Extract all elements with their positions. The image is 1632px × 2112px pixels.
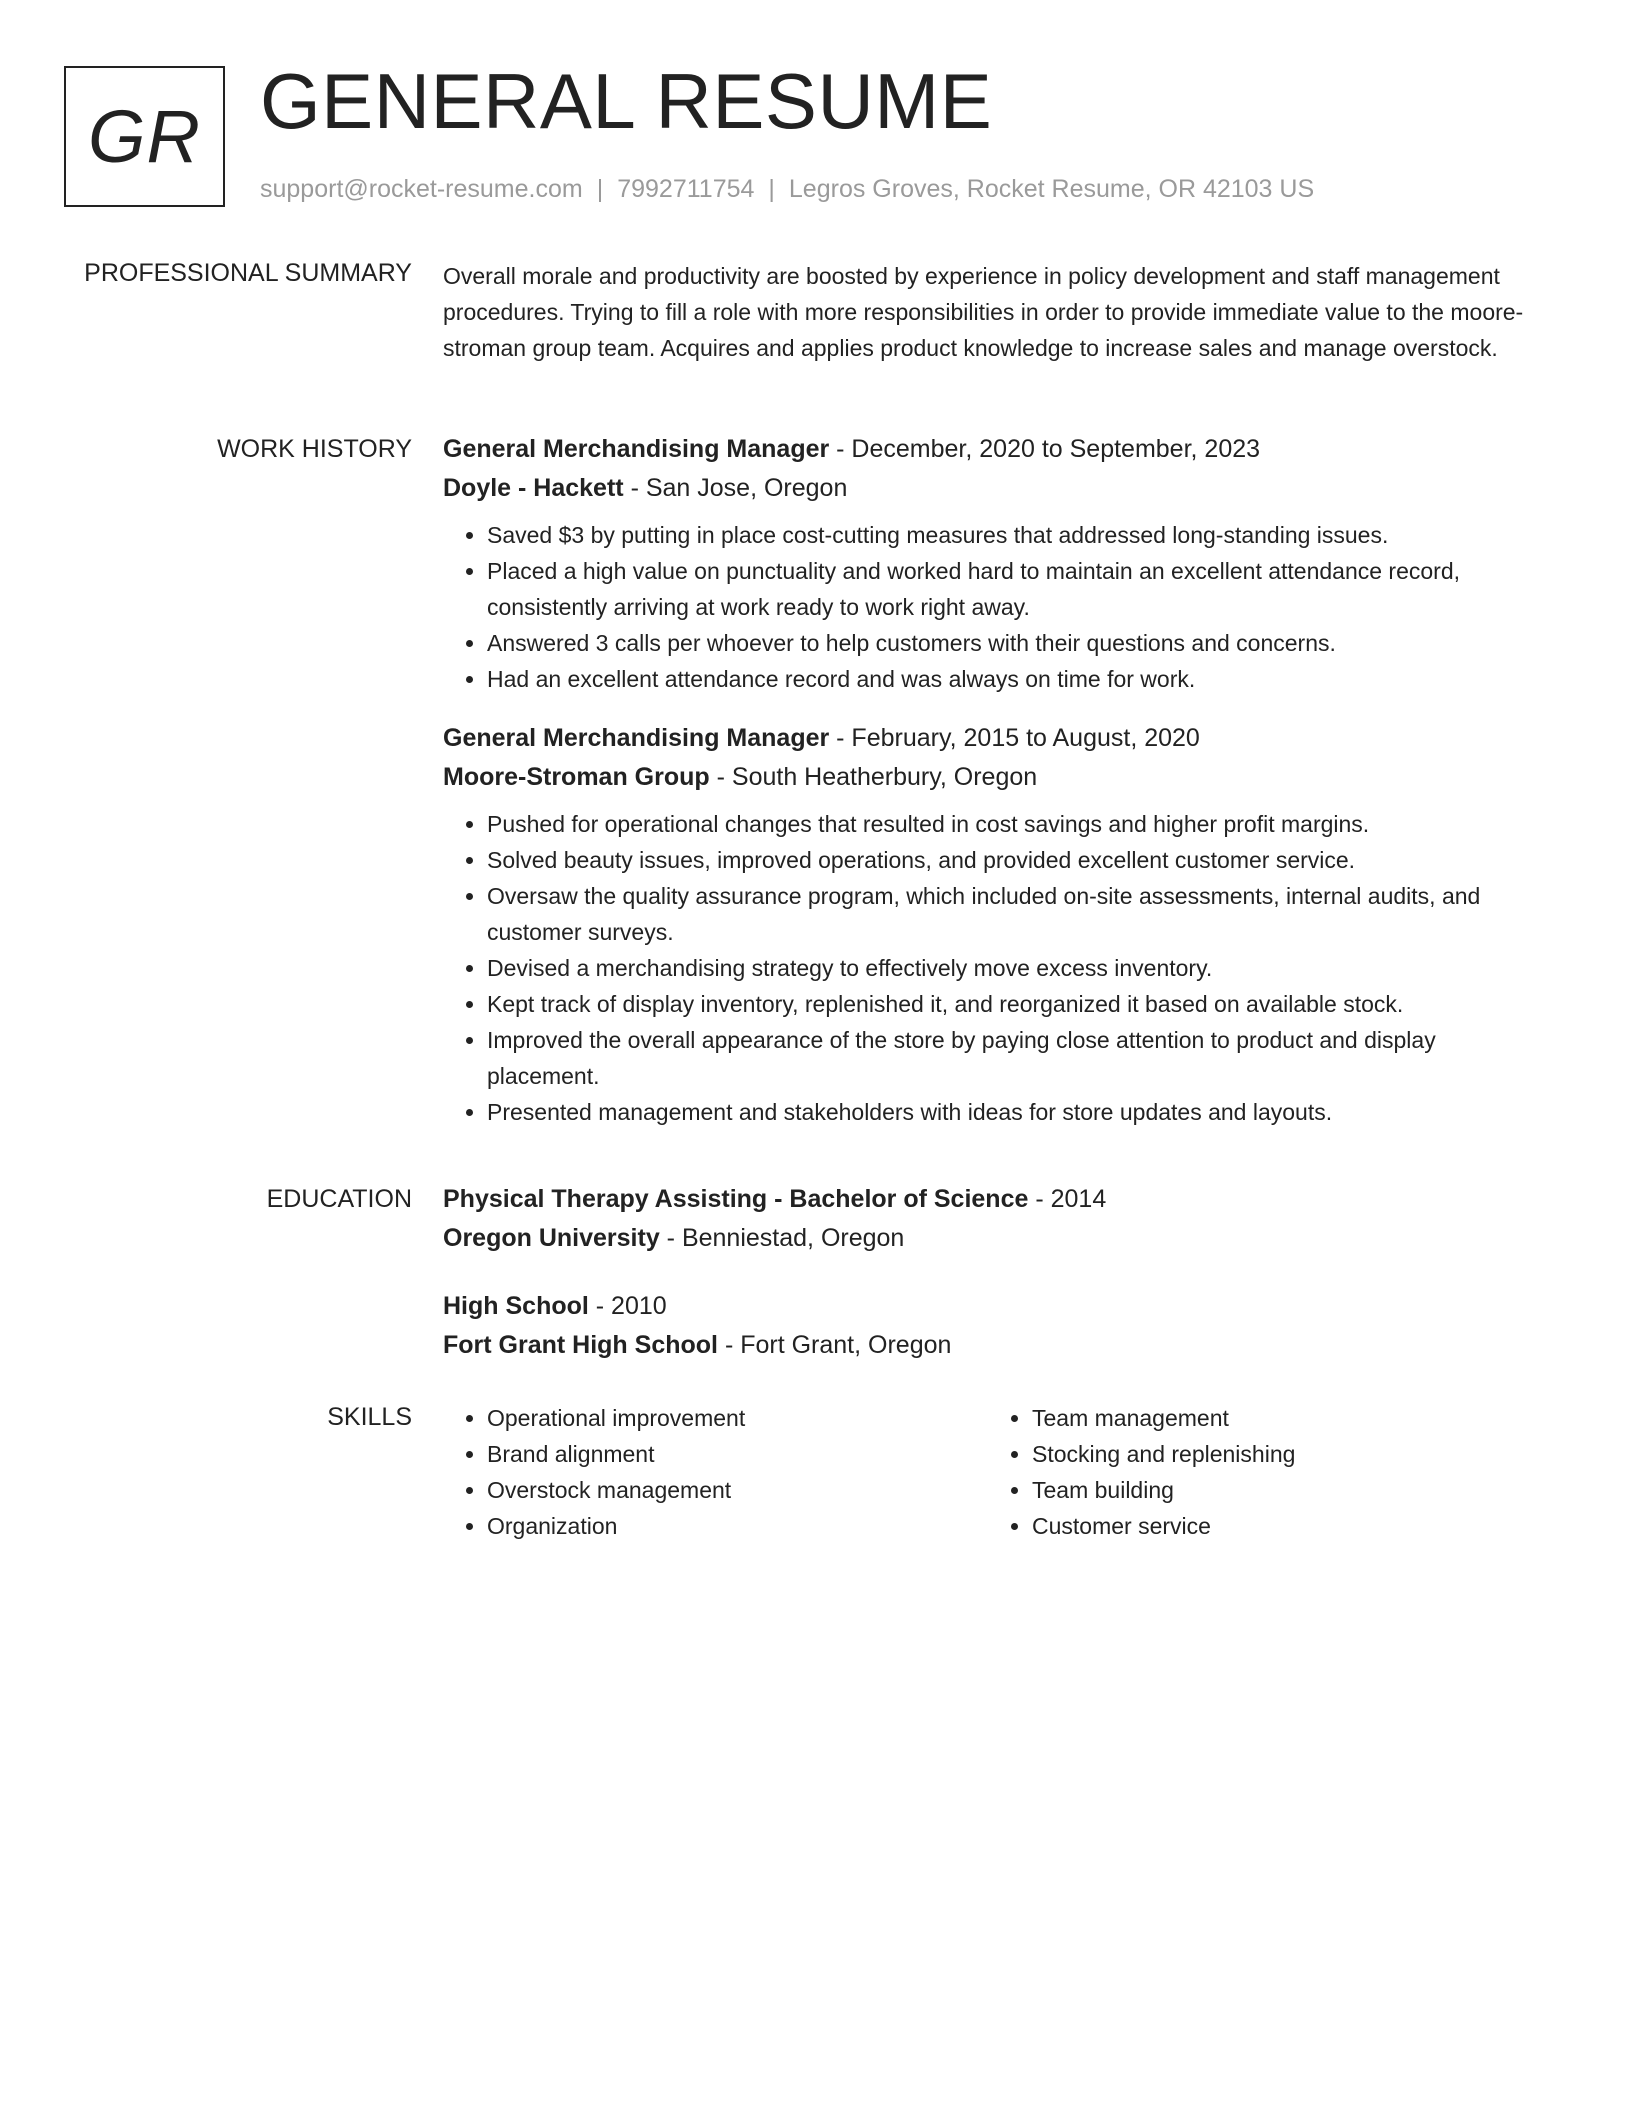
skill-item: • Team management [1032, 1400, 1533, 1436]
skill-item: • Overstock management [487, 1472, 988, 1508]
skills-list-right [988, 1400, 1533, 1544]
job-company-line [443, 471, 1553, 505]
education-location: - Benniestad, Oregon [659, 1224, 905, 1252]
summary-text: Overall morale and productivity are boosted by experience in policy development and staff management procedures. Trying to fill a role with more responsibilities in order to provide immediate value to the moore-stroman group team. Acquires and applies product knowledge to increase sales and manage overstock. [443, 263, 1524, 361]
job-dates: - December, 2020 to September, 2023 [829, 435, 1261, 463]
job-title: General Merchandising Manager [443, 435, 830, 463]
job-bullet: • Kept track of display inventory, replenished it, and reorganized it based on available stock. [487, 986, 1553, 1022]
contact-phone: 7992711754 [617, 175, 755, 203]
job-location: - San Jose, Oregon [623, 474, 848, 502]
skills-column-left [443, 1400, 988, 1544]
contact-address: Legros Groves, Rocket Resume, OR 42103 US [788, 175, 1315, 203]
job-bullet: • Had an excellent attendance record and was always on time for work. [487, 661, 1553, 697]
work-history-body [443, 432, 1553, 1130]
education-degree-line [443, 1289, 1553, 1323]
education-degree: High School [443, 1292, 589, 1320]
education-degree: Physical Therapy Assisting - Bachelor of Science [443, 1185, 1029, 1213]
skill-item: • Stocking and replenishing [1032, 1436, 1533, 1472]
monogram-initials: GR [88, 95, 201, 178]
job-location: - South Heatherbury, Oregon [709, 763, 1038, 791]
education-entry [443, 1289, 1553, 1362]
job-dates: - February, 2015 to August, 2020 [829, 724, 1200, 752]
education-year: - 2010 [588, 1292, 667, 1320]
resume-name: GENERAL RESUME [260, 57, 993, 145]
contact-email[interactable]: support@rocket-resume.com [260, 175, 583, 203]
contact-line [260, 172, 1314, 206]
job-bullet: • Answered 3 calls per whoever to help customers with their questions and concerns. [487, 625, 1553, 661]
job-bullet: • Pushed for operational changes that resulted in cost savings and higher profit margins. [487, 806, 1553, 842]
section-label-skills: SKILLS [327, 1403, 412, 1431]
summary-body [443, 256, 1553, 366]
job-company: Doyle - Hackett [443, 474, 624, 502]
education-location: - Fort Grant, Oregon [718, 1331, 952, 1359]
job-company: Moore-Stroman Group [443, 763, 710, 791]
education-school-line [443, 1328, 1553, 1362]
job-bullet: • Oversaw the quality assurance program, which included on-site assessments, internal audits, and customer surveys. [487, 878, 1553, 950]
contact-separator: | [596, 175, 604, 203]
section-label-education: EDUCATION [266, 1185, 412, 1213]
job-entry [443, 721, 1553, 1130]
education-school-line [443, 1221, 1553, 1255]
job-bullet: • Placed a high value on punctuality and worked hard to maintain an excellent attendance record, consistently arriving at work ready to work right away. [487, 553, 1553, 625]
job-bullet: • Presented management and stakeholders with ideas for store updates and layouts. [487, 1094, 1553, 1130]
monogram-box [64, 66, 225, 207]
skill-item: • Team building [1032, 1472, 1533, 1508]
skills-column-right [988, 1400, 1533, 1544]
education-school: Fort Grant High School [443, 1331, 718, 1359]
skill-item: • Operational improvement [487, 1400, 988, 1436]
job-bullet: • Saved $3 by putting in place cost-cutting measures that addressed long-standing issues. [487, 517, 1553, 553]
section-label-summary: PROFESSIONAL SUMMARY [84, 259, 412, 287]
contact-separator: | [768, 175, 775, 203]
job-bullet: • Solved beauty issues, improved operations, and provided excellent customer service. [487, 842, 1553, 878]
skill-item: • Organization [487, 1508, 988, 1544]
job-bullet: • Improved the overall appearance of the store by paying close attention to product and display placement. [487, 1022, 1553, 1094]
job-bullets [443, 806, 1553, 1130]
education-body [443, 1182, 1553, 1362]
education-entry [443, 1182, 1553, 1255]
education-year: - 2014 [1028, 1185, 1107, 1213]
education-school: Oregon University [443, 1224, 660, 1252]
job-title-line [443, 432, 1553, 466]
education-degree-line [443, 1182, 1553, 1216]
job-title: General Merchandising Manager [443, 724, 830, 752]
skill-item: • Brand alignment [487, 1436, 988, 1472]
skills-body [443, 1400, 1553, 1544]
job-entry [443, 432, 1553, 697]
job-company-line [443, 760, 1553, 794]
job-bullets [443, 517, 1553, 697]
job-bullet: • Devised a merchandising strategy to effectively move excess inventory. [487, 950, 1553, 986]
skill-item: • Customer service [1032, 1508, 1533, 1544]
skills-list-left [443, 1400, 988, 1544]
skills-columns [443, 1400, 1553, 1544]
section-label-work-history: WORK HISTORY [217, 435, 412, 463]
job-title-line [443, 721, 1553, 755]
